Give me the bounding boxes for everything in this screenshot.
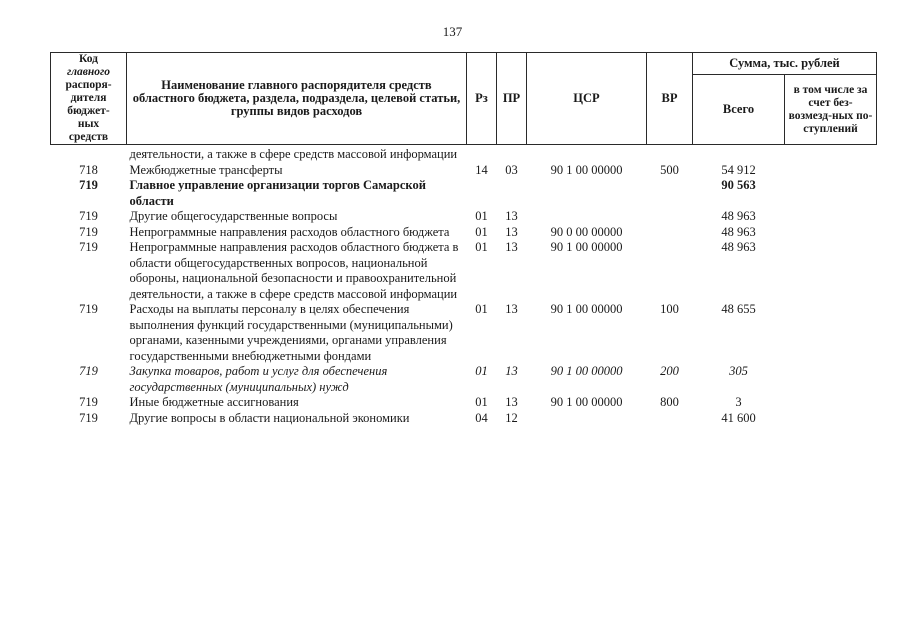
cell-pr: 13: [505, 209, 518, 223]
table-header: [51, 53, 877, 145]
table-row: [51, 364, 877, 395]
header-csr: ЦСР: [527, 53, 647, 145]
cell-total: 48 655: [721, 302, 756, 316]
cell-total: 3: [735, 395, 742, 409]
cell-vr: [647, 209, 693, 225]
cell-rz: 01: [475, 209, 488, 223]
cell-csr: [527, 145, 647, 163]
cell-total: [693, 145, 785, 163]
table-row: [51, 395, 877, 411]
cell-total: 48 963: [721, 240, 756, 254]
header-sum: Сумма, тыс. рублей: [693, 53, 877, 75]
cell-csr: [527, 411, 647, 427]
cell-csr: 90 0 00 00000: [550, 224, 623, 239]
cell-code: 719: [79, 178, 98, 192]
cell-pr: 03: [505, 162, 518, 177]
cell-csr: [527, 209, 647, 225]
page-number: 137: [442, 24, 463, 39]
cell-name: Иные бюджетные ассигнования: [129, 395, 299, 409]
cell-csr: 90 1 00 00000: [550, 302, 623, 316]
cell-rz: 01: [475, 395, 488, 409]
table-row: [51, 163, 877, 179]
cell-pr: 13: [505, 302, 518, 316]
budget-table: [50, 52, 877, 426]
cell-code: 719: [79, 209, 98, 223]
cell-csr: 90 1 00 00000: [550, 240, 623, 254]
cell-total: 48 963: [721, 224, 756, 239]
cell-name: Закупка товаров, работ и услуг для обеспечения государственных (муниципальных) нужд: [129, 364, 388, 394]
cell-name: Межбюджетные трансферты: [129, 162, 283, 177]
cell-including: [785, 395, 877, 411]
cell-including: [785, 145, 877, 163]
cell-code: 719: [79, 224, 98, 239]
cell-pr: 12: [505, 410, 518, 425]
cell-pr: 13: [505, 395, 518, 409]
cell-total: 54 912: [721, 162, 756, 177]
table-row: [51, 178, 877, 209]
cell-name: Другие общегосударственные вопросы: [129, 209, 338, 223]
cell-including: [785, 209, 877, 225]
cell-including: [785, 178, 877, 209]
cell-total: 48 963: [721, 209, 756, 223]
cell-name: Расходы на выплаты персоналу в целях обеспечения выполнения функций государственными (муниципальными) органами, казенными учреждениями, органами управления государственными внебюджетными фондами: [129, 302, 453, 363]
cell-including: [785, 302, 877, 364]
table-row: [51, 302, 877, 364]
cell-vr: [647, 411, 693, 427]
header-pr: ПР: [497, 53, 527, 145]
cell-including: [785, 163, 877, 179]
cell-including: [785, 240, 877, 302]
cell-rz: 01: [475, 364, 488, 378]
cell-pr: 13: [505, 240, 518, 254]
cell-total: 41 600: [721, 410, 756, 425]
cell-pr: 13: [505, 224, 518, 239]
table-body: [51, 145, 877, 427]
header-total: Всего: [693, 75, 785, 145]
cell-name: Непрограммные направления расходов областного бюджета в области общегосударственных вопросов, национальной обороны, национальной безопасности и правоохранительной деятельности, а также в сфере средств массовой информации: [129, 240, 459, 301]
header-name: Наименование главного распорядителя средств областного бюджета, раздела, подраздела, целевой статьи, группы видов расходов: [127, 53, 467, 145]
table-row: [51, 240, 877, 302]
cell-code: 719: [79, 240, 98, 254]
cell-including: [785, 225, 877, 241]
cell-pr: [497, 145, 527, 163]
cell-code: 719: [79, 364, 98, 378]
cell-rz: [467, 145, 497, 163]
header-code: Код главного распоря- дителя бюджет- ных средств: [51, 53, 127, 145]
cell-rz: 04: [475, 410, 488, 425]
cell-rz: 01: [475, 224, 488, 239]
cell-rz: 14: [475, 162, 488, 177]
cell-csr: 90 1 00 00000: [550, 364, 623, 378]
cell-rz: [467, 178, 497, 209]
cell-code: 719: [79, 410, 98, 425]
header-including: в том числе за счет без-возмезд-ных по-ступлений: [785, 75, 877, 145]
cell-vr: 800: [660, 395, 679, 409]
cell-code: 719: [79, 302, 98, 316]
cell-code: 719: [79, 395, 98, 409]
cell-total: 90 563: [721, 178, 756, 192]
cell-pr: [497, 178, 527, 209]
cell-name: деятельности, а также в сфере средств массовой информации: [129, 147, 458, 161]
cell-rz: 01: [475, 240, 488, 254]
cell-csr: 90 1 00 00000: [550, 395, 623, 409]
cell-vr: 500: [660, 162, 679, 177]
table-row: [51, 209, 877, 225]
table-row: [51, 145, 877, 163]
table-row: [51, 225, 877, 241]
cell-including: [785, 364, 877, 395]
cell-vr: [647, 178, 693, 209]
header-rz: Рз: [467, 53, 497, 145]
cell-name: Другие вопросы в области национальной экономики: [129, 410, 410, 425]
table-row: [51, 411, 877, 427]
cell-csr: [527, 178, 647, 209]
cell-name: Непрограммные направления расходов областного бюджета: [129, 224, 450, 239]
cell-csr: 90 1 00 00000: [550, 162, 623, 177]
cell-vr: [647, 240, 693, 302]
cell-pr: 13: [505, 364, 518, 378]
cell-vr: [647, 225, 693, 241]
cell-name: Главное управление организации торгов Самарской области: [129, 178, 426, 208]
cell-rz: 01: [475, 302, 488, 316]
cell-code: 718: [79, 162, 98, 177]
header-vr: ВР: [647, 53, 693, 145]
cell-vr: 200: [660, 364, 679, 378]
cell-code: [51, 145, 127, 163]
cell-vr: [647, 145, 693, 163]
cell-including: [785, 411, 877, 427]
cell-vr: 100: [660, 302, 679, 316]
cell-total: 305: [729, 364, 748, 378]
